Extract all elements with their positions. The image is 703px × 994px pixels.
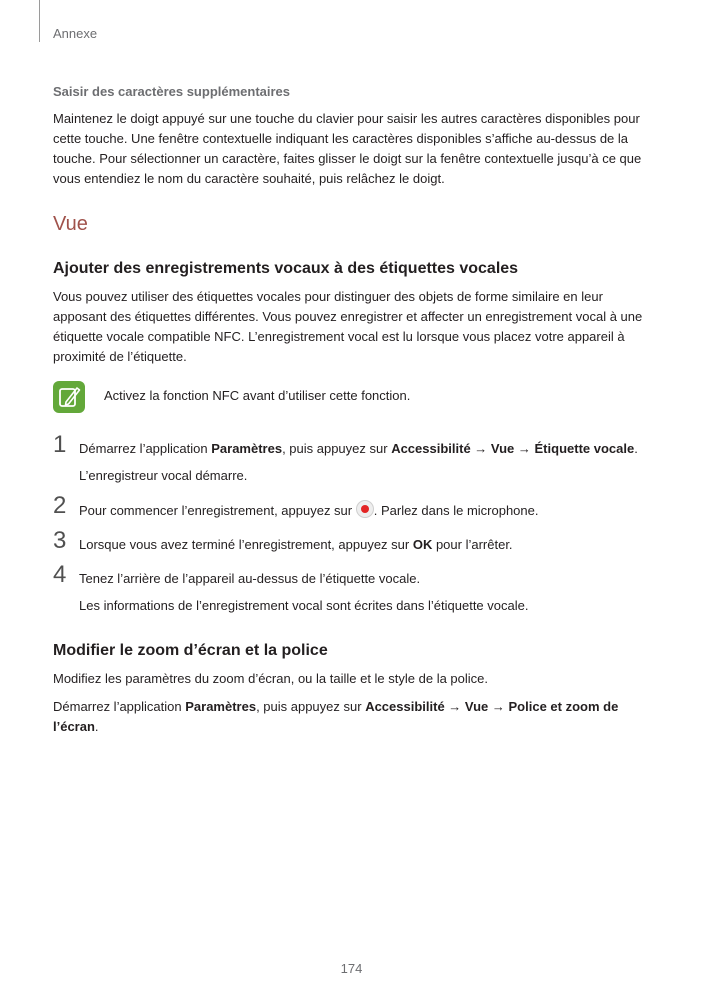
header-rule	[39, 0, 40, 42]
step-text: Pour commencer l’enregistrement, appuyez sur . Parlez dans le microphone.	[79, 500, 645, 521]
step-number: 3	[53, 527, 67, 554]
section-instructions-zoom: Démarrez l’application Paramètres, puis appuyez sur Accessibilité → Vue → Police et zoom de l’écran.	[53, 699, 619, 734]
section-body-zoom: Modifiez les paramètres du zoom d’écran, ou la taille et le style de la police.	[53, 671, 488, 686]
section-body-voice-labels: Vous pouvez utiliser des étiquettes vocales pour distinguer des objets de forme similaire en leur apposant des étiquettes différentes. Vous pouvez enregistrer et affecter un enregistrement vocal à une étiquette vocale compatible NFC. L’enregistrement vocal est lu lorsque vous placez votre appareil à proximité de l’étiquette.	[53, 289, 643, 364]
step-1	[53, 431, 645, 486]
step-2	[53, 492, 645, 521]
section-title-zoom: Modifier le zoom d’écran et la police	[53, 642, 328, 659]
record-icon	[356, 500, 374, 518]
page-content	[53, 84, 645, 737]
note-text: Activez la fonction NFC avant d’utiliser cette fonction.	[104, 388, 411, 403]
step-4	[53, 561, 645, 616]
step-text: Tenez l’arrière de l’appareil au-dessus de l’étiquette vocale.	[79, 571, 421, 586]
section-body-extra-characters: Maintenez le doigt appuyé sur une touche du clavier pour saisir les autres caractères disponibles pour cette touche. Une fenêtre contextuelle indiquant les caractères disponibles s’affiche au-dessus de la touche. Pour sélectionner un caractère, faites glisser le doigt sur la fenêtre contextuelle jusqu’à ce que vous entendiez le nom du caractère souhaité, puis relâchez le doigt.	[53, 111, 642, 186]
step-number: 1	[53, 431, 67, 458]
step-number: 2	[53, 492, 67, 519]
header-section-label: Annexe	[53, 26, 98, 41]
step-number: 4	[53, 561, 67, 588]
step-result: L’enregistreur vocal démarre.	[79, 468, 248, 483]
section-title-extra-characters: Saisir des caractères supplémentaires	[53, 84, 291, 99]
section-title-voice-labels: Ajouter des enregistrements vocaux à des étiquettes vocales	[53, 260, 519, 277]
note-icon	[53, 381, 85, 413]
step-result: Les informations de l’enregistrement vocal sont écrites dans l’étiquette vocale.	[79, 598, 529, 613]
note-box	[53, 381, 645, 413]
step-text: Lorsque vous avez terminé l’enregistrement, appuyez sur OK pour l’arrêter.	[79, 537, 513, 552]
step-3	[53, 527, 645, 555]
page-number: 174	[340, 961, 363, 976]
step-text: Démarrez l’application Paramètres, puis appuyez sur Accessibilité → Vue → Étiquette vocale.	[79, 441, 638, 456]
chapter-title-vue: Vue	[53, 213, 88, 235]
